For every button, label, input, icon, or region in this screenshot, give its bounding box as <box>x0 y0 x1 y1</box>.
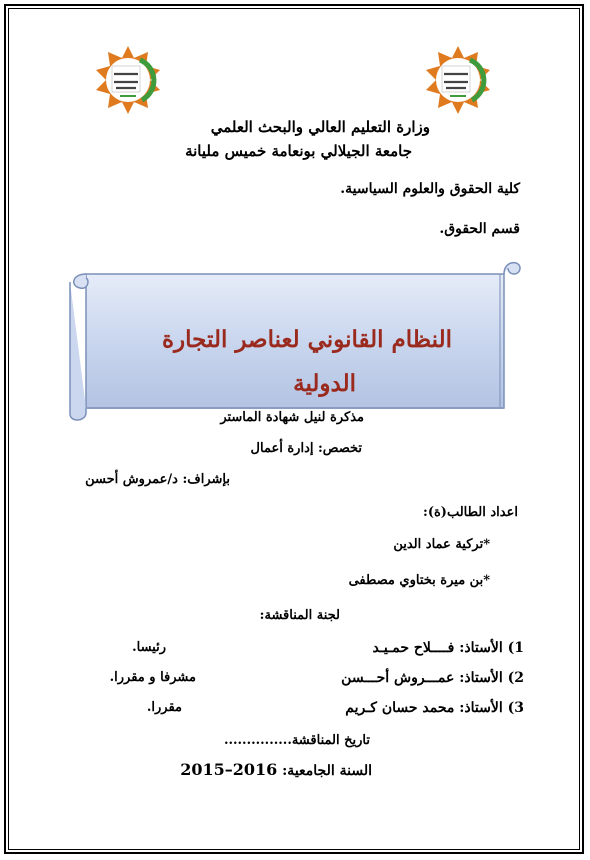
discussion-date: تاريخ المناقشة............... <box>223 733 370 748</box>
university-heading: جامعة الجيلالي بونعامة خميس مليانة <box>185 142 412 160</box>
student-name: *بن ميرة بختاوي مصطفى <box>348 573 490 588</box>
prepared-by-label: اعداد الطالب(ة): <box>423 505 518 520</box>
specialty-line: تخصص: إدارة أعمال <box>250 441 362 456</box>
committee-member: 2) الأستاذ: عمـــروش أحـــسن <box>341 670 524 686</box>
academic-year <box>180 760 372 779</box>
student-name: *تركية عماد الدين <box>393 537 490 552</box>
academic-year-value: 2016–2015 <box>180 760 278 779</box>
university-logo-right <box>420 44 496 120</box>
ministry-heading: وزارة التعليم العالي والبحث العلمي <box>210 118 430 136</box>
committee-member: 3) الأستاذ: محمد حسان كـريم <box>345 700 524 716</box>
thesis-title-line1: النظام القانوني لعناصر التجارة <box>162 326 452 353</box>
thesis-title-line2: الدولية <box>293 370 356 397</box>
supervisor-line: بإشراف: د/عمروش أحسن <box>85 472 230 487</box>
committee-role: رئيسا. <box>132 640 166 655</box>
faculty-name: كلية الحقوق والعلوم السياسية. <box>340 181 520 197</box>
university-logo-left <box>90 44 166 120</box>
committee-label: لجنة المناقشة: <box>259 608 340 623</box>
department-name: قسم الحقوق. <box>439 221 520 237</box>
committee-role: مشرفا و مقررا. <box>109 670 196 685</box>
academic-year-label: السنة الجامعية: <box>282 763 372 779</box>
committee-role: مقررا. <box>146 700 182 715</box>
committee-member: 1) الأستاذ: فــــلاح حمـيـد <box>372 640 524 656</box>
memo-subtitle: مذكرة لنيل شهادة الماستر <box>220 410 364 425</box>
